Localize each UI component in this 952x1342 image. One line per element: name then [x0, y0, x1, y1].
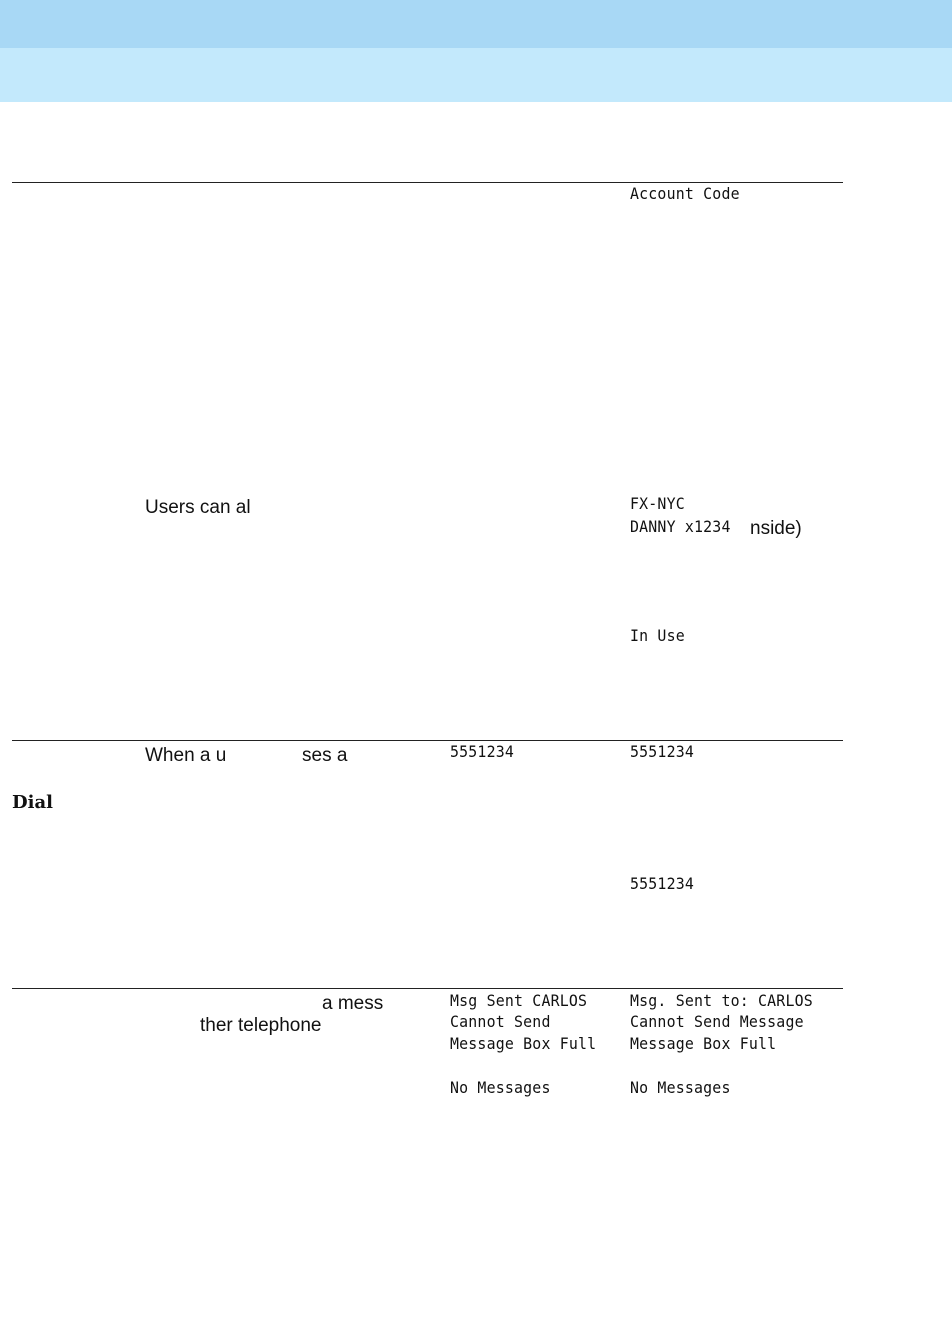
display-a-msg-sent: Msg Sent CARLOS	[450, 991, 588, 1010]
header-band-bottom	[0, 48, 952, 102]
display-danny: DANNY x1234	[630, 517, 731, 536]
display-number-b: 5551234	[630, 742, 695, 761]
table-rule-2	[12, 740, 843, 741]
display-a-no-messages: No Messages	[450, 1078, 551, 1097]
display-a-cannot-send: Cannot Send	[450, 1012, 551, 1031]
display-danny-suffix: nside)	[750, 518, 802, 539]
feature-label-dial: Dial	[12, 792, 53, 813]
table-rule-3	[12, 988, 843, 989]
row2-description-part2: ses a	[302, 745, 348, 766]
row1-description: Users can al	[145, 497, 251, 518]
display-in-use: In Use	[630, 626, 685, 645]
display-fx-nyc: FX-NYC	[630, 494, 685, 513]
display-b-no-messages: No Messages	[630, 1078, 731, 1097]
display-b-cannot-send: Cannot Send Message	[630, 1012, 804, 1031]
table-rule-1	[12, 182, 843, 183]
display-b-msg-sent: Msg. Sent to: CARLOS	[630, 991, 813, 1010]
display-account-code: Account Code	[630, 184, 740, 203]
display-number-a: 5551234	[450, 742, 515, 761]
display-number-b2: 5551234	[630, 874, 695, 893]
display-b-box-full: Message Box Full	[630, 1034, 777, 1053]
row3-description-line2: ther telephone	[200, 1015, 322, 1036]
display-a-box-full: Message Box Full	[450, 1034, 597, 1053]
row3-description-line1: a mess	[322, 993, 384, 1014]
row2-description-part1: When a u	[145, 745, 227, 766]
header-band-top	[0, 0, 952, 48]
